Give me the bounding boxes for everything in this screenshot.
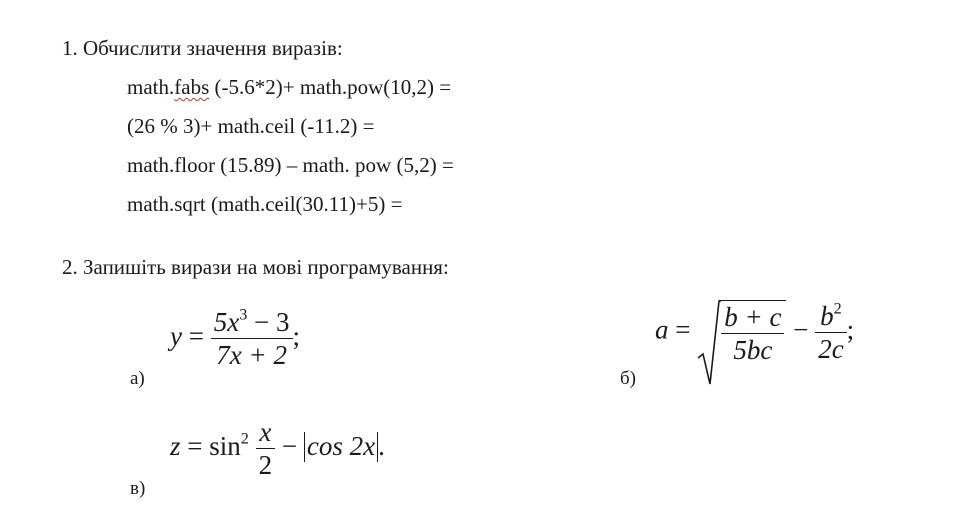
formula-b-radical [697,300,786,365]
label-a: а) [130,368,145,389]
radical-sign-icon [697,300,721,388]
formula-c-eq: = [187,431,203,462]
label-c: в) [130,478,146,499]
line-1-pre: math. [127,75,175,99]
formula-b [655,300,854,365]
formula-b-sqrt-fraction [721,303,784,365]
formula-b-eq: = [675,314,691,345]
formula-c-numerator: x [256,418,276,449]
expression-line-3: math.floor (15.89) – math. pow (5,2) = [127,153,454,177]
formula-c-minus: − [281,431,298,462]
formula-a [170,305,301,371]
formula-c-end: . [378,431,385,462]
formula-a-fraction [211,305,293,371]
formula-b-lhs: a [655,314,669,345]
task-2-heading: 2. Запишіть вирази на мові програмування: [62,255,449,279]
formula-c [170,418,385,480]
formula-c-absolute-value: cos 2x [304,432,378,462]
spellcheck-flagged-word: fabs [174,75,210,99]
formula-a-lhs: y [170,321,182,352]
formula-b-end: ; [846,314,855,345]
expression-line-4: math.sqrt (math.ceil(30.11)+5) = [127,192,403,216]
label-b: б) [620,368,636,389]
expression-line-2: (26 % 3)+ math.ceil (-11.2) = [127,114,375,138]
formula-a-denominator: 7x + 2 [216,340,287,371]
formula-a-eq: = [188,321,204,352]
formula-b-fraction-2 [815,299,846,364]
formula-b-frac2-numerator: $b^2$ [815,302,846,333]
task-1-heading: 1. Обчислити значення виразів: [62,36,343,60]
formula-c-fraction [256,418,276,480]
formula-b-sqrt-denominator: 5bc [733,335,773,366]
expression-line-1 [127,75,451,100]
formula-a-end: ; [292,321,301,352]
formula-c-func: sin [209,431,241,462]
formula-c-lhs: z [170,431,181,462]
line-1-post: (-5.6*2)+ math.pow(10,2) = [209,75,452,99]
formula-c-func-exp: 2 [240,429,249,448]
formula-c-denominator: 2 [258,450,273,481]
formula-a-numerator: $5x^3 - 3$ [211,308,293,339]
formula-b-frac2-denominator: 2c [818,333,844,364]
formula-b-sqrt-numerator: b + c [721,303,784,334]
formula-b-minus: − [793,314,809,345]
